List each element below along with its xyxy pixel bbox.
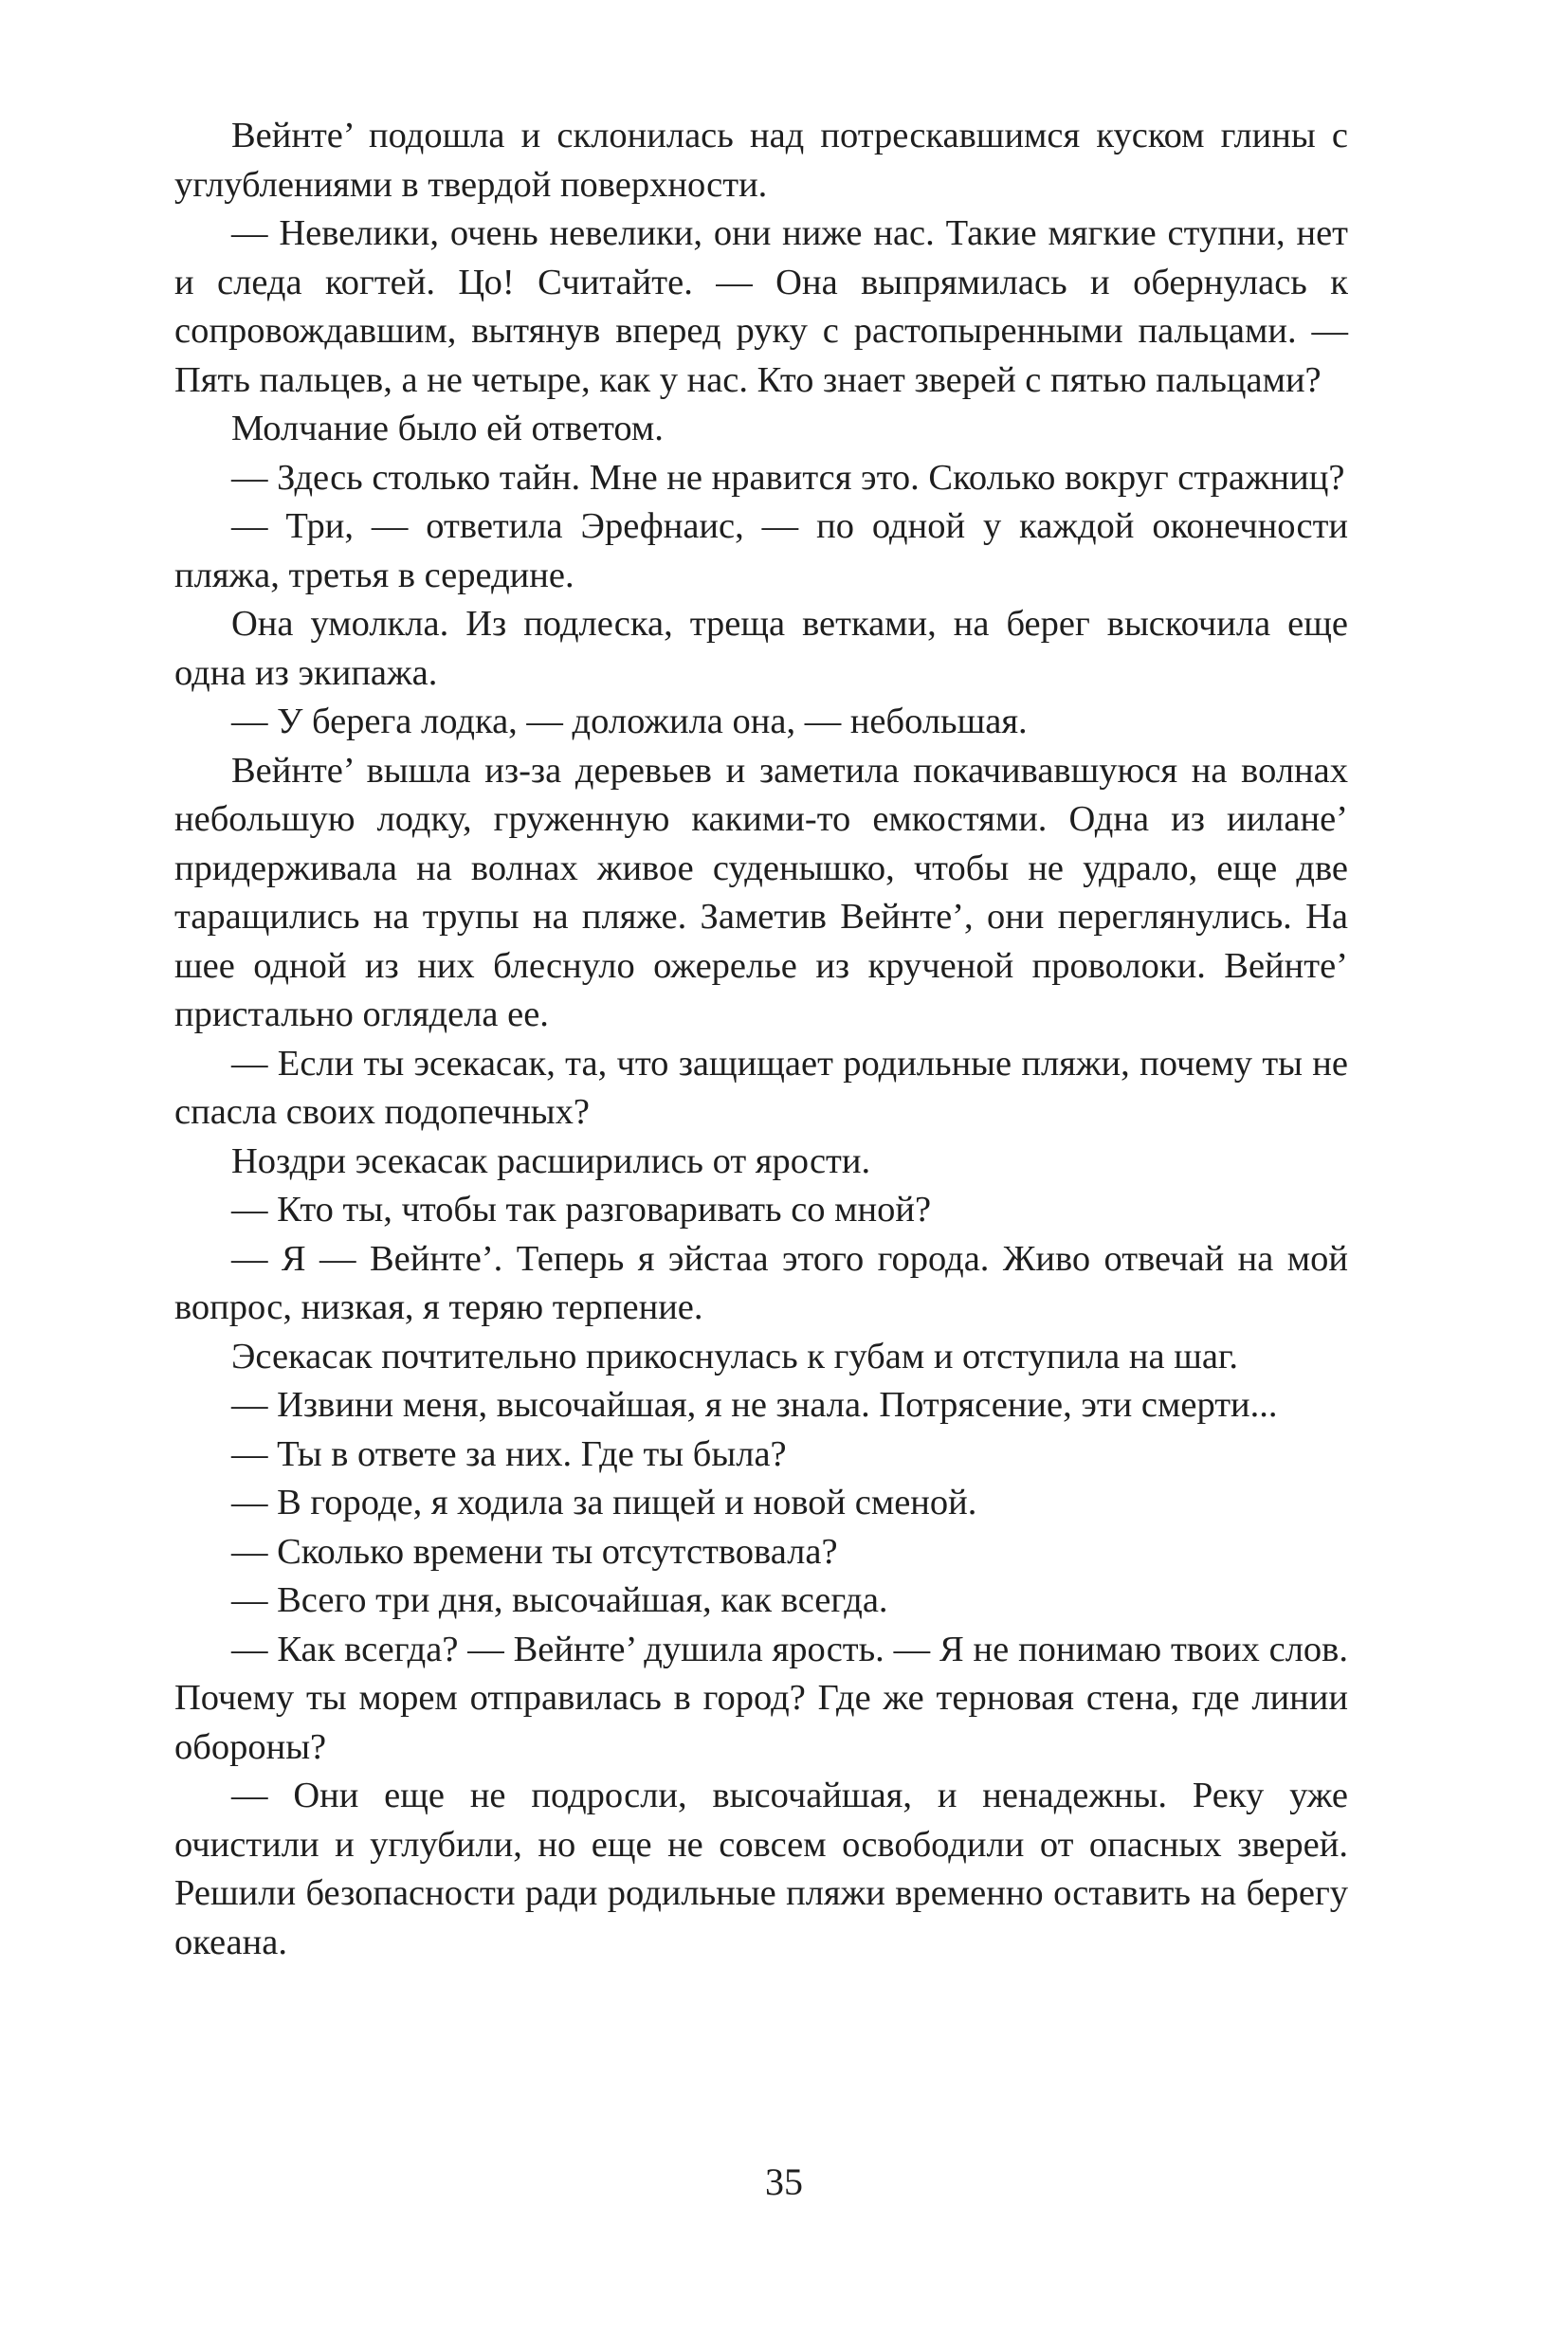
paragraph: Она умолкла. Из подлеска, треща ветками, на берег выскочила еще одна из экипажа. — [174, 604, 1348, 693]
paragraph: — Сколько времени ты отсутствовала? — [231, 1531, 838, 1572]
paragraph: — Я — Вейнте’. Теперь я эйстаа этого города. Живо отвечай на мой вопрос, низкая, я теряю терпение. — [174, 1238, 1348, 1327]
paragraph: Вейнте’ вышла из-за деревьев и заметила покачивавшуюся на волнах небольшую лодку, груженную какими-то емкостями. Одна из иилане’ придерживала на волнах живое суденышко, чтобы не удрало, еще две таращились на трупы на пляже. Заметив Вейнте’, они переглянулись. На шее одной из них блеснуло ожерелье из крученой проволоки. Вейнте’ пристально оглядела ее. — [174, 750, 1348, 1034]
paragraph: — Они еще не подросли, высочайшая, и ненадежны. Реку уже очистили и углубили, но еще не совсем освободили от опасных зверей. Решили безопасности ради родильные пляжи временно оставить на берегу океана. — [174, 1776, 1348, 1962]
paragraph: — Извини меня, высочайшая, я не знала. Потрясение, эти смерти... — [231, 1385, 1278, 1425]
page-number: 35 — [765, 2160, 803, 2203]
paragraph: — Как всегда? — Вейнте’ душила ярость. — Я не понимаю твоих слов. Почему ты морем отправилась в город? Где же терновая стена, где линии обороны? — [174, 1629, 1348, 1767]
paragraph: — Ты в ответе за них. Где ты была? — [231, 1433, 787, 1474]
paragraph: — У берега лодка, — доложила она, — небольшая. — [231, 702, 1028, 741]
paragraph: — В городе, я ходила за пищей и новой сменой. — [231, 1483, 977, 1522]
paragraph: — Всего три дня, высочайшая, как всегда. — [231, 1580, 888, 1620]
paragraph: Эсекасак почтительно прикоснулась к губам и отступила на шаг. — [231, 1336, 1239, 1376]
paragraph: — Невелики, очень невелики, они ниже нас. Такие мягкие ступни, нет и следа когтей. Цо! Считайте. — Она выпрямилась и обернулась к сопровождавшим, вытянув вперед руку с растопыренными пальцами. — Пять пальцев, а не четыре, как у нас. Кто знает зверей с пятью пальцами? — [174, 213, 1348, 400]
paragraph: — Здесь столько тайн. Мне не нравится это. Сколько вокруг стражниц? — [231, 457, 1345, 498]
paragraph: Ноздри эсекасак расширились от ярости. — [231, 1140, 871, 1181]
paragraph: — Три, — ответила Эрефнаис, — по одной у каждой оконечности пляжа, третья в середине. — [174, 506, 1348, 595]
paragraph: — Если ты эсекасак, та, что защищает родильные пляжи, почему ты не спасла своих подопечных? — [174, 1043, 1348, 1132]
paragraph: Вейнте’ подошла и склонилась над потрескавшимся куском глины с углублениями в твердой поверхности. — [174, 116, 1348, 205]
paragraph: — Кто ты, чтобы так разговаривать со мной? — [231, 1190, 932, 1230]
paragraph: Молчание было ей ответом. — [231, 409, 664, 448]
body-text — [174, 112, 1348, 1967]
